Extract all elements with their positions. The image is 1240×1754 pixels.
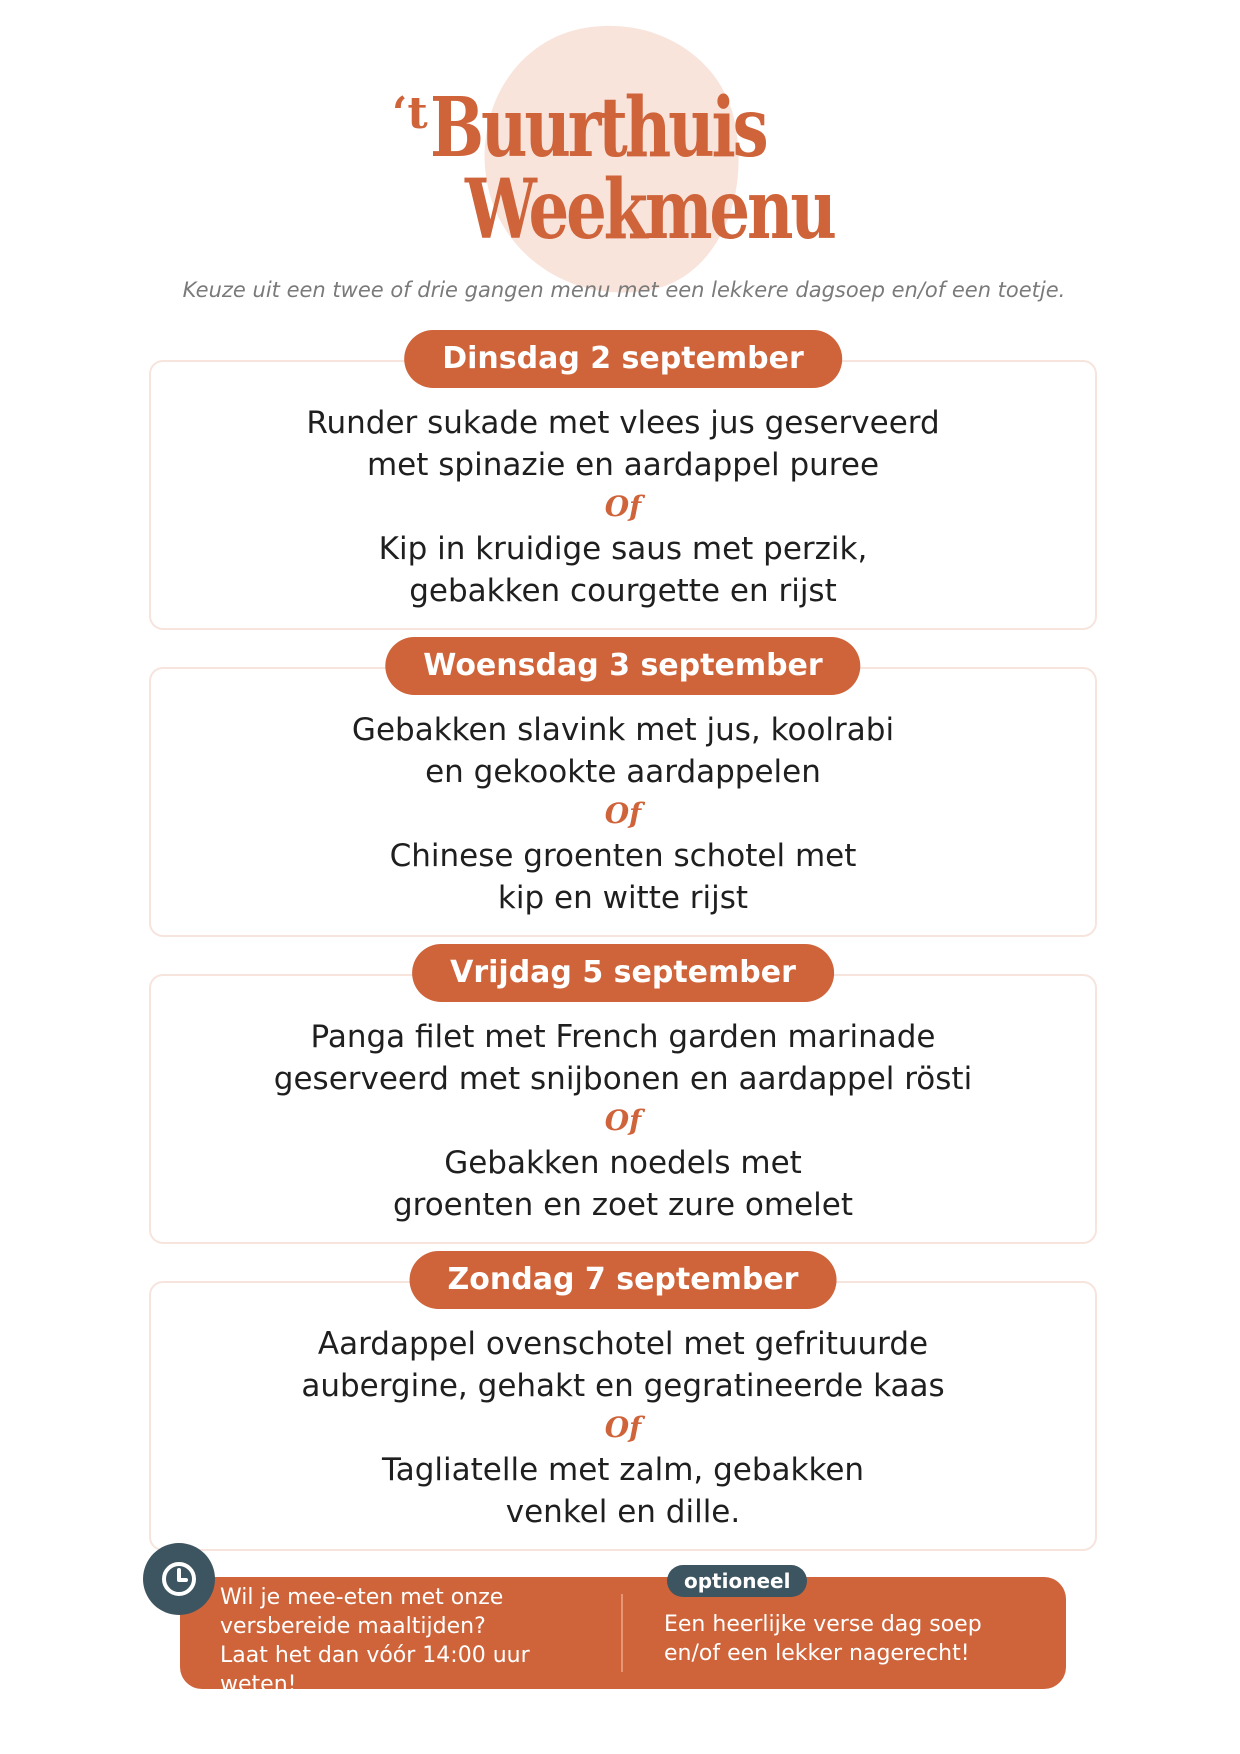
or-label: Of	[604, 1411, 642, 1444]
day-card-wednesday	[149, 648, 1097, 937]
or-label: Of	[604, 490, 642, 523]
footer-banner	[180, 1569, 1066, 1697]
dish-option-1: Panga filet met French garden marinade geserveerd met snijbonen en aardappel rösti	[273, 1019, 973, 1097]
or-label: Of	[604, 1104, 642, 1137]
day-card-tuesday	[149, 341, 1097, 630]
day-card-sunday	[149, 1262, 1097, 1551]
day-pill: Dinsdag 2 september	[404, 330, 842, 388]
day-pill: Vrijdag 5 september	[412, 944, 834, 1002]
subtitle: Keuze uit een twee of drie gangen menu met een lekkere dagsoep en/of een toetje.	[182, 278, 1066, 302]
day-pill: Woensdag 3 september	[385, 637, 860, 695]
title-prefix: ‘t	[392, 88, 428, 139]
dish-option-1: Gebakken slavink met jus, koolrabi en gekookte aardappelen	[351, 712, 895, 790]
dish-option-2: Gebakken noedels met groenten en zoet zure omelet	[392, 1145, 854, 1223]
clock-icon	[143, 1543, 215, 1615]
footer-divider	[621, 1594, 623, 1672]
day-card-friday	[149, 955, 1097, 1244]
dish-option-2: Kip in kruidige saus met perzik, gebakken courgette en rijst	[378, 531, 868, 609]
title-line-2: Weekmenu	[465, 162, 834, 258]
footer-signup-text: Wil je mee-eten met onze versbereide maaltijden? Laat het dan vóór 14:00 uur weten!	[220, 1585, 530, 1697]
day-pill: Zondag 7 september	[410, 1251, 837, 1309]
footer-optional-text: Een heerlijke verse dag soep en/of een lekker nagerecht!	[664, 1612, 982, 1666]
optional-badge: optioneel	[667, 1565, 807, 1597]
dish-option-1: Runder sukade met vlees jus geserveerd met spinazie en aardappel puree	[306, 405, 940, 483]
dish-option-2: Chinese groenten schotel met kip en witte rijst	[389, 838, 857, 916]
title-line-1: Buurthuis	[430, 80, 766, 176]
dish-option-1: Aardappel ovenschotel met gefrituurde aubergine, gehakt en gegratineerde kaas	[301, 1326, 945, 1404]
page-title	[0, 70, 1240, 260]
or-label: Of	[604, 797, 642, 830]
dish-option-2: Tagliatelle met zalm, gebakken venkel en dille.	[381, 1452, 865, 1530]
